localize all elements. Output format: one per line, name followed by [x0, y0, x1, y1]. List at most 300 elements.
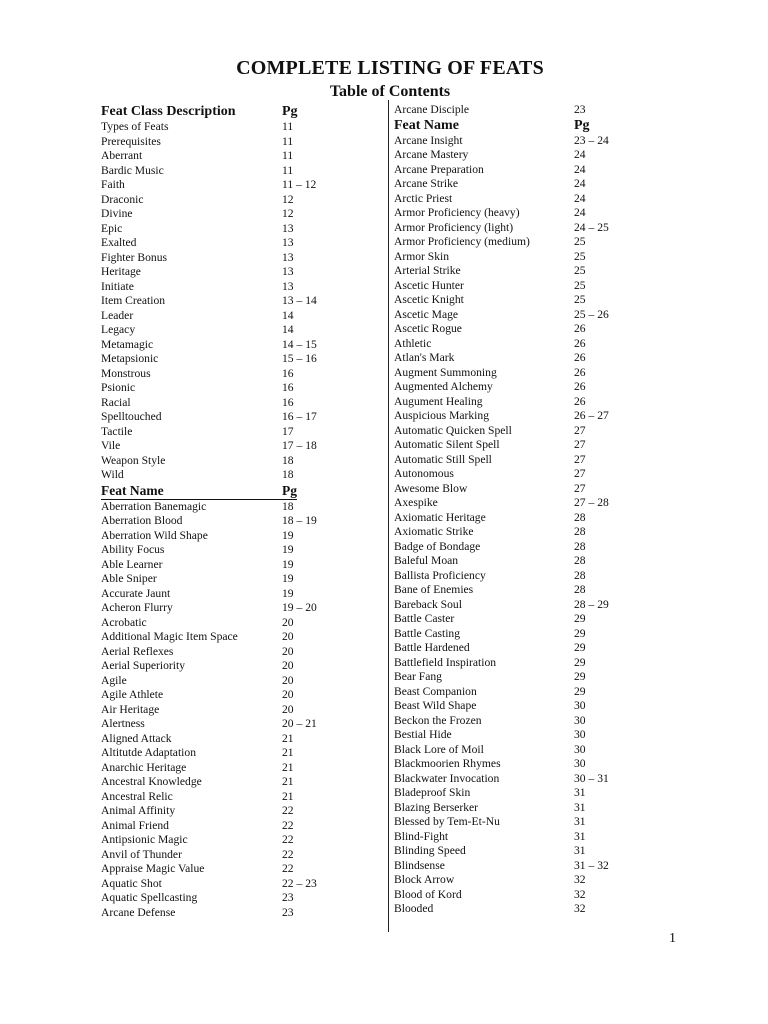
toc-entry — [394, 540, 654, 555]
entry-page: 17 – 18 — [282, 439, 317, 452]
entry-name: Psionic — [101, 381, 136, 394]
entry-name: Types of Feats — [101, 120, 169, 133]
entry-page: 28 — [574, 583, 586, 596]
toc-entry — [101, 775, 381, 790]
entry-name: Able Learner — [101, 557, 163, 571]
toc-entry — [394, 438, 654, 453]
toc-entry — [101, 891, 381, 906]
entry-name: Metapsionic — [101, 352, 159, 365]
toc-entry — [101, 558, 381, 573]
left-column — [101, 103, 381, 920]
entry-name: Acrobatic — [101, 615, 147, 629]
toc-entry — [394, 627, 654, 642]
entry-name: Aquatic Spellcasting — [101, 891, 198, 904]
entry-name: Aquatic Shot — [101, 876, 162, 890]
entry-page: 29 — [574, 612, 586, 625]
entry-page: 14 — [282, 308, 294, 322]
entry-page: 21 — [282, 760, 294, 774]
entry-name: Ancestral Knowledge — [101, 775, 202, 788]
entry-page: 26 – 27 — [574, 409, 609, 422]
entry-name: Augmented Alchemy — [394, 380, 493, 393]
entry-name: Monstrous — [101, 366, 151, 380]
entry-page: 20 — [282, 702, 294, 716]
entry-name: Arcane Mastery — [394, 148, 469, 161]
toc-entry — [101, 468, 381, 483]
entry-name: Heritage — [101, 265, 141, 278]
entry-page: 25 — [574, 293, 586, 306]
column-divider — [388, 100, 389, 932]
entry-name: Wild — [101, 468, 124, 481]
entry-page: 13 – 14 — [282, 294, 317, 307]
toc-entry — [101, 367, 381, 382]
toc-entry — [101, 862, 381, 877]
entry-name: Beckon the Frozen — [394, 713, 482, 727]
entry-name: Blazing Berserker — [394, 800, 479, 814]
toc-entry — [394, 786, 654, 801]
entry-page: 17 — [282, 424, 294, 438]
toc-entry — [394, 670, 654, 685]
entry-page: 22 — [282, 804, 294, 817]
entry-name: Aerial Superiority — [101, 659, 186, 672]
entry-page: 19 — [282, 528, 294, 542]
entry-name: Arterial Strike — [394, 264, 461, 277]
toc-entry — [101, 381, 381, 396]
entry-page: 11 — [282, 149, 294, 162]
entry-page: 28 — [574, 525, 586, 538]
entry-page: 26 — [574, 380, 586, 393]
entry-page: 29 — [574, 641, 586, 654]
toc-entry — [101, 746, 381, 761]
entry-name: Armor Proficiency (light) — [394, 220, 514, 234]
entry-page: 27 — [574, 452, 586, 466]
entry-name: Augment Summoning — [394, 365, 497, 379]
entry-page: 14 — [282, 323, 294, 336]
entry-name: Ascetic Hunter — [394, 278, 464, 292]
entry-name: Beast Wild Shape — [394, 699, 477, 712]
entry-page: 28 — [574, 510, 586, 524]
entry-page: 29 — [574, 626, 586, 640]
entry-name: Beast Companion — [394, 684, 477, 698]
entry-name: Anarchic Heritage — [101, 760, 187, 774]
toc-entry — [101, 236, 381, 251]
entry-name: Black Lore of Moil — [394, 742, 484, 756]
toc-entry — [101, 193, 381, 208]
entry-name: Bladeproof Skin — [394, 786, 471, 799]
entry-page: 23 — [282, 891, 294, 904]
toc-entry — [101, 149, 381, 164]
entry-page: 26 — [574, 351, 586, 364]
feat-class-header — [101, 103, 381, 120]
toc-entry — [101, 454, 381, 469]
entry-name: Automatic Silent Spell — [394, 438, 500, 451]
toc-entry — [394, 685, 654, 700]
entry-name: Ancestral Relic — [101, 789, 173, 803]
toc-entry — [101, 659, 381, 674]
entry-name: Animal Affinity — [101, 804, 176, 817]
entry-name: Altitutde Adaptation — [101, 746, 196, 759]
entry-page: 30 — [574, 728, 586, 741]
entry-name: Arcane Insight — [394, 133, 463, 147]
entry-name: Battlefield Inspiration — [394, 655, 497, 669]
toc-entry — [394, 453, 654, 468]
entry-page: 11 — [282, 120, 294, 133]
entry-name: Prerequisites — [101, 134, 161, 148]
entry-page: 27 — [574, 481, 586, 495]
entry-page: 11 — [282, 163, 294, 177]
toc-entry — [394, 714, 654, 729]
entry-name: Racial — [101, 395, 131, 409]
entry-page: 27 — [574, 438, 586, 451]
entry-name: Tactile — [101, 424, 133, 438]
toc-entry — [394, 743, 654, 758]
entry-name: Item Creation — [101, 294, 166, 307]
toc-entry — [394, 496, 654, 511]
entry-name: Able Sniper — [101, 572, 157, 585]
entry-page: 20 — [282, 630, 294, 643]
entry-name: Ascetic Mage — [394, 307, 459, 321]
entry-name: Ballista Proficiency — [394, 568, 486, 582]
entry-name: Autonomous — [394, 467, 454, 480]
toc-entry — [394, 554, 654, 569]
toc-entry — [394, 134, 654, 149]
entry-page: 12 — [282, 192, 294, 206]
entry-page: 20 — [282, 644, 294, 658]
entry-page: 30 — [574, 757, 586, 770]
entry-name: Ascetic Rogue — [394, 322, 462, 335]
entry-page: 19 — [282, 572, 294, 585]
entry-page: 19 — [282, 586, 294, 600]
entry-page: 26 — [574, 336, 586, 350]
entry-page: 13 — [282, 279, 294, 293]
toc-entry — [394, 859, 654, 874]
entry-name: Armor Proficiency (heavy) — [394, 206, 520, 219]
toc-entry — [394, 279, 654, 294]
entry-page: 20 — [282, 615, 294, 629]
entry-name: Animal Friend — [101, 818, 169, 832]
header-pg: Pg — [282, 482, 297, 498]
entry-name: Atlan's Mark — [394, 351, 455, 364]
toc-entry — [394, 467, 654, 482]
toc-entry — [101, 207, 381, 222]
entry-page: 30 – 31 — [574, 771, 609, 785]
entry-name: Battle Casting — [394, 626, 461, 640]
entry-name: Armor Proficiency (medium) — [394, 235, 530, 248]
entry-page: 31 — [574, 844, 586, 857]
entry-name: Battle Caster — [394, 612, 455, 625]
entry-name: Accurate Jaunt — [101, 586, 171, 600]
entry-name: Battle Hardened — [394, 641, 470, 654]
entry-name: Appraise Magic Value — [101, 862, 205, 875]
entry-name: Bane of Enemies — [394, 583, 474, 596]
entry-name: Auspicious Marking — [394, 409, 489, 422]
entry-name: Automatic Still Spell — [394, 452, 492, 466]
toc-entry — [101, 645, 381, 660]
toc-entry — [101, 572, 381, 587]
toc-entry — [394, 728, 654, 743]
toc-entry — [101, 587, 381, 602]
toc-entry — [101, 688, 381, 703]
feat-list-continued — [394, 103, 654, 118]
toc-entry — [101, 761, 381, 776]
entry-name: Blooded — [394, 902, 434, 915]
entry-name: Arcane Defense — [101, 905, 176, 919]
page-number: 1 — [669, 931, 676, 946]
entry-page: 20 — [282, 688, 294, 701]
entry-page: 23 — [282, 905, 294, 919]
entry-name: Exalted — [101, 236, 137, 249]
entry-page: 13 — [282, 250, 294, 264]
toc-entry — [101, 877, 381, 892]
toc-entry — [101, 717, 381, 732]
entry-page: 13 — [282, 265, 294, 278]
entry-page: 20 — [282, 673, 294, 687]
entry-page: 11 – 12 — [282, 178, 317, 191]
entry-name: Bestial Hide — [394, 728, 452, 741]
toc-entry — [101, 630, 381, 645]
toc-entry — [101, 674, 381, 689]
toc-entry — [101, 396, 381, 411]
entry-name: Arcane Strike — [394, 177, 459, 190]
feat-list — [394, 134, 654, 917]
toc-entry — [394, 395, 654, 410]
entry-name: Initiate — [101, 279, 134, 293]
entry-page: 22 — [282, 818, 294, 832]
toc-entry — [101, 251, 381, 266]
toc-entry — [394, 482, 654, 497]
entry-page: 25 — [574, 235, 586, 248]
right-column — [394, 103, 654, 917]
entry-name: Axespike — [394, 496, 438, 509]
entry-page: 18 — [282, 468, 294, 481]
entry-name: Badge of Bondage — [394, 539, 481, 553]
entry-page: 12 — [282, 207, 294, 220]
entry-page: 31 — [574, 800, 586, 814]
entry-name: Aberration Blood — [101, 514, 183, 527]
entry-name: Bear Fang — [394, 670, 442, 683]
entry-page: 24 — [574, 148, 586, 161]
toc-entry — [394, 525, 654, 540]
entry-page: 31 — [574, 829, 586, 843]
entry-name: Arcane Preparation — [394, 162, 484, 176]
entry-page: 25 — [574, 249, 586, 263]
feat-name-header — [394, 118, 654, 134]
entry-name: Epic — [101, 221, 123, 235]
entry-name: Anvil of Thunder — [101, 847, 182, 861]
toc-entry — [101, 790, 381, 805]
entry-page: 26 — [574, 394, 586, 408]
entry-page: 14 – 15 — [282, 337, 317, 351]
toc-entry — [394, 308, 654, 323]
toc-entry — [101, 601, 381, 616]
toc-entry — [394, 612, 654, 627]
entry-page: 22 — [282, 862, 294, 875]
entry-name: Fighter Bonus — [101, 250, 168, 264]
entry-name: Baleful Moan — [394, 554, 459, 567]
toc-entry — [101, 222, 381, 237]
entry-page: 16 — [282, 395, 294, 409]
entry-page: 24 — [574, 191, 586, 205]
toc-entry — [101, 178, 381, 193]
header-name: Feat Class Description — [101, 104, 236, 119]
toc-entry — [101, 164, 381, 179]
entry-name: Arctic Priest — [394, 191, 453, 205]
entry-page: 31 — [574, 786, 586, 799]
entry-page: 32 — [574, 887, 586, 901]
toc-entry — [394, 322, 654, 337]
toc-entry — [101, 352, 381, 367]
toc-entry — [394, 583, 654, 598]
toc-entry — [101, 703, 381, 718]
entry-page: 23 – 24 — [574, 133, 609, 147]
entry-page: 19 — [282, 557, 294, 571]
header-pg: Pg — [574, 117, 590, 133]
toc-entry — [101, 819, 381, 834]
toc-entry — [394, 366, 654, 381]
toc-entry — [101, 804, 381, 819]
header-name: Feat Name — [101, 482, 164, 498]
entry-name: Antipsionic Magic — [101, 833, 188, 846]
entry-name: Axiomatic Strike — [394, 525, 474, 538]
entry-page: 28 — [574, 568, 586, 582]
entry-page: 25 – 26 — [574, 307, 609, 321]
entry-page: 24 — [574, 162, 586, 176]
entry-page: 27 — [574, 423, 586, 437]
entry-page: 31 — [574, 815, 586, 828]
feat-list — [101, 500, 381, 921]
entry-name: Blind-Fight — [394, 829, 449, 843]
entry-page: 31 – 32 — [574, 858, 609, 872]
entry-page: 18 — [282, 453, 294, 467]
entry-page: 24 — [574, 177, 586, 190]
entry-page: 25 — [574, 278, 586, 292]
header-pg: Pg — [282, 104, 298, 119]
entry-name: Agile Athlete — [101, 688, 164, 701]
entry-name: Athletic — [394, 336, 432, 350]
document-subtitle: Table of Contents — [329, 83, 451, 100]
entry-page: 24 – 25 — [574, 220, 609, 234]
feat-class-list — [101, 120, 381, 483]
toc-entry — [394, 337, 654, 352]
toc-entry — [394, 103, 654, 118]
toc-entry — [101, 848, 381, 863]
entry-page: 30 — [574, 713, 586, 727]
entry-name: Axiomatic Heritage — [394, 510, 486, 524]
entry-name: Aberration Banemagic — [101, 499, 207, 513]
entry-page: 29 — [574, 684, 586, 698]
entry-name: Agile — [101, 673, 127, 687]
entry-page: 29 — [574, 655, 586, 669]
entry-name: Acheron Flurry — [101, 601, 173, 614]
entry-page: 27 — [574, 467, 586, 480]
toc-entry — [394, 192, 654, 207]
entry-name: Alertness — [101, 717, 145, 730]
toc-entry — [394, 380, 654, 395]
entry-name: Air Heritage — [101, 702, 160, 716]
entry-name: Faith — [101, 178, 125, 191]
toc-entry — [101, 616, 381, 631]
entry-name: Awesome Blow — [394, 481, 468, 495]
entry-page: 13 — [282, 221, 294, 235]
entry-name: Ability Focus — [101, 543, 165, 556]
toc-entry — [394, 772, 654, 787]
entry-page: 21 — [282, 775, 294, 788]
entry-name: Blessed by Tem-Et-Nu — [394, 815, 500, 828]
entry-name: Block Arrow — [394, 873, 455, 886]
header-name: Feat Name — [394, 117, 459, 133]
entry-page: 18 – 19 — [282, 514, 317, 527]
entry-page: 29 — [574, 670, 586, 683]
entry-page: 15 – 16 — [282, 352, 317, 365]
entry-name: Aberration Wild Shape — [101, 528, 208, 542]
entry-page: 21 — [282, 789, 294, 803]
entry-name: Blindsense — [394, 858, 445, 872]
toc-entry — [394, 888, 654, 903]
entry-page: 26 — [574, 365, 586, 379]
entry-name: Metamagic — [101, 337, 154, 351]
entry-name: Arcane Disciple — [394, 103, 470, 116]
toc-entry — [101, 833, 381, 848]
toc-entry — [101, 410, 381, 425]
toc-entry — [394, 351, 654, 366]
entry-page: 32 — [574, 873, 586, 886]
toc-entry — [394, 757, 654, 772]
entry-page: 22 — [282, 833, 294, 846]
toc-entry — [394, 656, 654, 671]
toc-entry — [394, 511, 654, 526]
entry-page: 28 – 29 — [574, 597, 609, 611]
entry-name: Aligned Attack — [101, 731, 172, 745]
toc-entry — [394, 235, 654, 250]
entry-name: Divine — [101, 207, 133, 220]
entry-page: 30 — [574, 742, 586, 756]
entry-page: 32 — [574, 902, 586, 915]
entry-page: 19 – 20 — [282, 601, 317, 614]
entry-page: 16 – 17 — [282, 410, 317, 423]
toc-entry — [101, 120, 381, 135]
toc-entry — [394, 293, 654, 308]
toc-entry — [394, 830, 654, 845]
entry-page: 28 — [574, 539, 586, 553]
entry-page: 20 – 21 — [282, 717, 317, 730]
toc-entry — [101, 338, 381, 353]
entry-page: 25 — [574, 264, 586, 277]
entry-page: 23 — [574, 103, 586, 116]
entry-page: 24 — [574, 206, 586, 219]
entry-name: Leader — [101, 308, 134, 322]
toc-entry — [394, 873, 654, 888]
entry-page: 21 — [282, 731, 294, 745]
entry-page: 19 — [282, 543, 294, 556]
entry-name: Blackwater Invocation — [394, 771, 500, 785]
feat-name-header — [101, 483, 297, 500]
toc-entry — [101, 543, 381, 558]
entry-name: Aerial Reflexes — [101, 644, 174, 658]
toc-entry — [101, 514, 381, 529]
toc-entry — [394, 641, 654, 656]
entry-name: Ascetic Knight — [394, 293, 464, 306]
entry-page: 22 – 23 — [282, 876, 317, 890]
entry-page: 26 — [574, 322, 586, 335]
entry-name: Blackmoorien Rhymes — [394, 757, 501, 770]
entry-name: Bareback Soul — [394, 597, 462, 611]
toc-entry — [394, 598, 654, 613]
toc-entry — [394, 409, 654, 424]
entry-name: Armor Skin — [394, 249, 450, 263]
toc-entry — [394, 264, 654, 279]
entry-name: Aberrant — [101, 149, 143, 162]
toc-entry — [394, 250, 654, 265]
entry-page: 18 — [282, 499, 294, 513]
